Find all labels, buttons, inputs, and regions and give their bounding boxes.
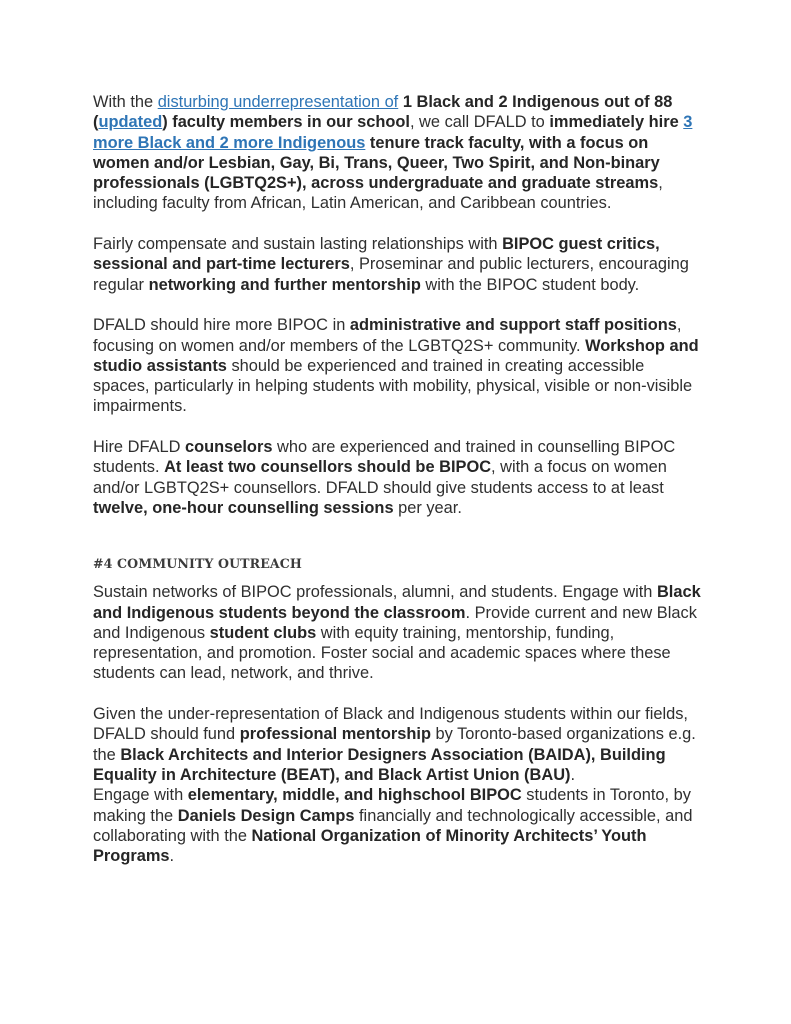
bold-text: counselors	[185, 438, 273, 457]
text: With the	[93, 93, 158, 111]
text: , we call DFALD to	[409, 113, 550, 132]
text: Sustain networks of BIPOC professionals, alumni, and students. Engage with	[93, 583, 657, 602]
bold-text: administrative and support staff positions	[349, 316, 677, 335]
bold-text: At least two counsellors should be BIPOC	[164, 458, 492, 477]
text: DFALD should hire more BIPOC in	[93, 316, 350, 335]
bold-text: immediately hire	[549, 113, 684, 132]
outreach-paragraph	[93, 785, 703, 866]
bold-text: elementary, middle, and highschool BIPOC	[187, 786, 522, 805]
text: with the BIPOC student body.	[420, 275, 640, 294]
guest-critics-paragraph	[93, 234, 703, 295]
text: students in Toronto, by making the	[93, 786, 691, 825]
networks-paragraph	[93, 582, 703, 683]
text: Given the under-representation of Black and Indigenous students within our fields, DFALD should fund	[93, 705, 688, 744]
bold-text: Black and Indigenous students beyond the classroom	[93, 583, 701, 622]
text: , Proseminar and public lecturers, encouraging regular	[93, 255, 689, 294]
bold-text: 1 Black and 2 Indigenous out of 88 (	[93, 93, 673, 132]
text: should be experienced and trained in creating accessible spaces, particularly in helping students with mobility, physical, visible or non-visible impairments.	[93, 356, 693, 416]
bold-text: networking and further mentorship	[148, 275, 421, 294]
faculty-hiring-paragraph	[93, 92, 703, 214]
hire-more-faculty-link[interactable]: 3 more Black and 2 more Indigenous	[93, 113, 693, 152]
text: , including faculty from African, Latin American, and Caribbean countries.	[93, 174, 663, 213]
bold-text: Black Architects and Interior Designers Association (BAIDA), Building Equality in Architecture (BEAT), and Black Artist Union (BAU)	[93, 745, 666, 784]
text: , focusing on women and/or members of the LGBTQ2S+ community.	[93, 316, 682, 355]
text: Hire DFALD	[93, 438, 185, 457]
bold-text: ) faculty members in our school	[162, 113, 410, 132]
text: .	[570, 765, 576, 784]
text: with equity training, mentorship, funding, representation, and promotion. Foster social and academic spaces where these students can lead, network, and thrive.	[93, 623, 671, 683]
updated-link[interactable]: updated	[98, 113, 163, 132]
document-page	[93, 92, 703, 866]
bold-text: twelve, one-hour counselling sessions	[93, 498, 394, 517]
text: , with a focus on women and/or LGBTQ2S+ counsellors. DFALD should give students access to at least	[93, 458, 667, 497]
text: Engage with	[93, 786, 188, 805]
bold-text: BIPOC guest critics, sessional and part-time lecturers	[93, 235, 660, 274]
bold-text: Workshop and studio assistants	[93, 336, 699, 375]
underrepresentation-link[interactable]: disturbing underrepresentation of	[157, 93, 399, 111]
text: .	[169, 847, 175, 866]
bold-text: professional mentorship	[239, 725, 431, 744]
section-heading: #4 COMMUNITY OUTREACH	[93, 556, 302, 572]
mentorship-paragraph	[93, 704, 703, 785]
text: financially and technologically accessible, and collaborating with the	[93, 806, 693, 845]
text: per year.	[393, 498, 462, 517]
counselors-paragraph	[93, 437, 703, 518]
staff-hiring-paragraph	[93, 315, 703, 416]
bold-text: student clubs	[209, 623, 317, 642]
bold-text: Daniels Design Camps	[177, 806, 355, 825]
text: Fairly compensate and sustain lasting relationships with	[93, 235, 503, 254]
bold-text: National Organization of Minority Architects’ Youth Programs	[93, 826, 647, 866]
bold-text: tenure track faculty, with a focus on women and/or Lesbian, Gay, Bi, Trans, Queer, Two Spirit, and Non-binary professionals (LGBTQ2S+), across undergraduate and graduate streams	[93, 133, 660, 193]
text: who are experienced and trained in counselling BIPOC students.	[93, 438, 676, 477]
text: by Toronto-based organizations e.g. the	[93, 725, 696, 764]
text: . Provide current and new Black and Indigenous	[93, 603, 697, 642]
